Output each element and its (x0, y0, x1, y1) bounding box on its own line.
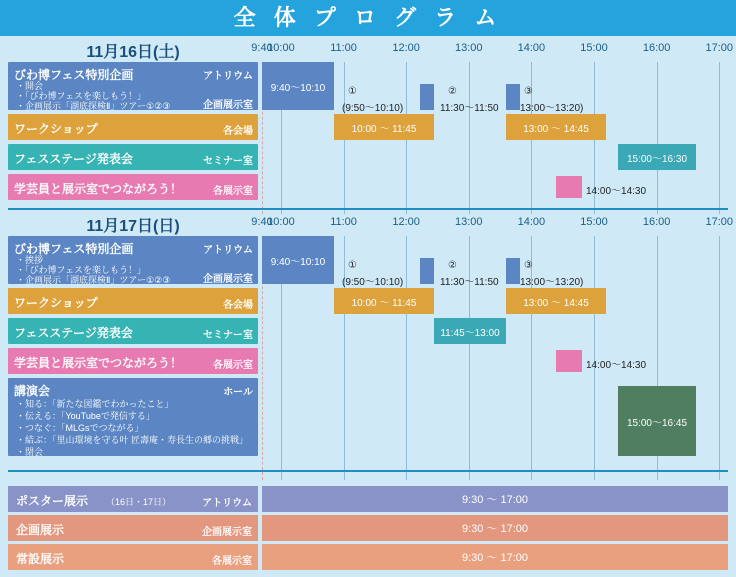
day1-bar-special-opening (262, 62, 334, 110)
day1-row-special-sub-1: ・「びわ博フェスを楽しもう！」 (16, 91, 147, 101)
day2-row-stage-place: セミナー室 (203, 330, 253, 341)
day1-mark-1-time: (9:50～10:10) (342, 103, 404, 114)
day2-row-special-sub-2: ・企画展示「湖底探検Ⅱ」ツアー①②③ (16, 275, 171, 285)
gridline-17-00 (719, 62, 720, 214)
time-tick-15-00: 15:00 (580, 42, 608, 54)
day2-mark-3-num: ③ (524, 260, 533, 271)
page-header (0, 0, 736, 36)
day1-mark-3-num: ③ (524, 86, 533, 97)
day1-row-special-sub-2: ・企画展示「湖底探検Ⅱ」ツアー①②③ (16, 101, 171, 111)
day1-bar-stage-text: 15:00～16:30 (626, 153, 688, 165)
day2-bar-tour-3 (506, 258, 520, 284)
time-tick-12-00: 12:00 (392, 216, 420, 228)
day1-time-axis (251, 42, 734, 62)
day2-row-special-place-top: アトリウム (203, 245, 253, 256)
day1-bar-stage (618, 144, 696, 170)
exhibit-poster-label (8, 486, 258, 512)
time-tick-10-00: 10:00 (267, 42, 295, 54)
gridline-13-00 (469, 62, 470, 214)
day2-row-workshop-place: 各会場 (223, 300, 253, 311)
day1-row-stage-place: セミナー室 (203, 156, 253, 167)
exhibit-row-joseki (8, 544, 728, 570)
day2-row-lecture-sub-1: ・伝える：「YouTubeで発信する」 (16, 411, 155, 421)
day1-bar-tour-2 (420, 84, 434, 110)
day1-row-special-place-bottom: 企画展示室 (203, 100, 253, 111)
day1-bar-tour-3 (506, 84, 520, 110)
day1-bar-workshop-am-text: 10:00 ～ 11:45 (351, 123, 417, 135)
day2-bottom-rule (8, 470, 728, 472)
day2-row-lecture-sub-0: ・知る：「新たな図鑑でわかったこと」 (16, 399, 174, 409)
day2-bar-lecture (618, 386, 696, 456)
day2-row-curator-title: 学芸員と展示室でつながろう！ (14, 356, 183, 370)
exhibit-row-kikaku (8, 515, 728, 541)
day2-bar-workshop-am-text: 10:00 ～ 11:45 (351, 297, 417, 309)
day2-bar-stage (434, 318, 506, 344)
exhibits-section (8, 486, 728, 570)
day2-curator-time: 14:00～14:30 (586, 360, 647, 371)
day2-bar-tour-2 (420, 258, 434, 284)
day1-mark-2-time: 11:30～11:50 (440, 103, 499, 114)
day2-row-lecture-sub-4: ・閉会 (16, 447, 44, 457)
day1-row-stage-label (8, 144, 258, 170)
day2-row-curator-place: 各展示室 (213, 360, 253, 371)
exhibit-joseki-place: 各展示室 (212, 556, 252, 567)
day2-mark-2-time: 11:30～11:50 (440, 277, 499, 288)
day1-row-stage-title: フェスステージ発表会 (14, 152, 133, 166)
day1-bar-workshop-pm (506, 114, 606, 140)
day1-bar-workshop-pm-text: 13:00 ～ 14:45 (523, 123, 589, 135)
day2-row-special-place-bottom: 企画展示室 (203, 274, 253, 285)
exhibit-poster-title: ポスター展示 (16, 494, 89, 508)
time-tick-15-00: 15:00 (580, 216, 608, 228)
day2-row-lecture-sub-3: ・結ぶ：「里山環境を守る叶 匠壽庵・寿長生の郷の挑戦」 (16, 435, 249, 445)
day2-bar-curator (556, 350, 582, 372)
day2-mark-1-time: (9:50～10:10) (342, 277, 404, 288)
day2-row-special-label (8, 236, 258, 284)
exhibit-kikaku-label (8, 515, 258, 541)
exhibit-joseki-label (8, 544, 258, 570)
day2-row-workshop-title: ワークショップ (14, 296, 98, 310)
exhibit-kikaku-title: 企画展示 (16, 523, 65, 537)
day1-bottom-rule (8, 208, 728, 210)
day1-curator-time: 14:00～14:30 (586, 186, 647, 197)
day1-row-curator-title: 学芸員と展示室でつながろう！ (14, 182, 183, 196)
time-tick-14-00: 14:00 (517, 42, 546, 54)
day2-mark-3-time: 13:00～13:20) (520, 277, 584, 288)
day2-time-axis (251, 216, 734, 236)
day1-row-special-sub-0: ・開会 (16, 81, 44, 91)
day1-mark-2-num: ② (448, 86, 457, 97)
day1-title: 11月16日(土) (86, 44, 180, 61)
day2-row-stage-label (8, 318, 258, 344)
day1-row-special-title: びわ博フェス特別企画 (14, 68, 134, 82)
day2-row-special-sub-0: ・挨拶 (16, 255, 44, 265)
day2-bar-stage-text: 11:45～13:00 (440, 327, 500, 339)
time-tick-11-00: 11:00 (330, 42, 357, 54)
day1-bar-curator (556, 176, 582, 198)
time-tick-16-00: 16:00 (642, 42, 671, 54)
day2-bar-workshop-pm-text: 13:00 ～ 14:45 (523, 297, 589, 309)
day1-mark-1-num: ① (348, 86, 357, 97)
day2-bar-special-opening (262, 236, 334, 284)
page-title: 全 体 プ ロ グ ラ ム (233, 5, 503, 30)
day1-row-special-label (8, 62, 258, 110)
day2-row-curator-label (8, 348, 258, 374)
day1-row-special-place-top: アトリウム (203, 71, 253, 82)
exhibit-kikaku-place: 企画展示室 (202, 527, 252, 538)
exhibit-poster-dates: （16日・17日） (106, 497, 172, 507)
exhibit-joseki-time: 9:30 ～ 17:00 (262, 544, 728, 570)
day2-section (8, 216, 734, 478)
day1-row-curator-label (8, 174, 258, 200)
time-tick-11-00: 11:00 (330, 216, 357, 228)
day2-mark-2-num: ② (448, 260, 457, 271)
day2-row-special-sub-1: ・「びわ博フェスを楽しもう！」 (16, 265, 147, 275)
day2-bar-workshop-am (334, 288, 434, 314)
exhibit-row-poster (8, 486, 728, 512)
time-tick-17-00: 17:00 (705, 42, 734, 54)
day2-row-lecture-label (8, 378, 258, 456)
time-tick-9-40: 9:40 (251, 216, 273, 228)
day1-row-curator-place: 各展示室 (213, 186, 253, 197)
day1-bar-workshop-am (334, 114, 434, 140)
day2-row-workshop-label (8, 288, 258, 314)
day1-mark-3-time: 13:00～13:20) (520, 103, 584, 114)
day2-bar-special-opening-text: 9:40～10:10 (270, 256, 326, 268)
day2-title: 11月17日(日) (86, 218, 180, 235)
day1-row-workshop-place: 各会場 (223, 126, 253, 137)
time-tick-12-00: 12:00 (392, 42, 420, 54)
day1-row-workshop-title: ワークショップ (14, 122, 98, 136)
exhibit-poster-place: アトリウム (202, 498, 252, 509)
time-tick-9-40: 9:40 (251, 42, 273, 54)
time-tick-14-00: 14:00 (517, 216, 546, 228)
day2-row-lecture-title: 講演会 (14, 384, 51, 398)
day1-section (8, 42, 734, 214)
day2-bar-workshop-pm (506, 288, 606, 314)
day2-mark-1-num: ① (348, 260, 357, 271)
exhibit-joseki-title: 常設展示 (16, 552, 65, 566)
day2-row-lecture-sub-2: ・つなぐ：「MLGsでつながる」 (16, 423, 144, 433)
gridline-12-00 (406, 236, 407, 480)
exhibit-kikaku-time: 9:30 ～ 17:00 (262, 515, 728, 541)
day2-row-special-title: びわ博フェス特別企画 (14, 242, 134, 256)
day1-bar-special-opening-text: 9:40～10:10 (270, 82, 326, 94)
day1-row-workshop-label (8, 114, 258, 140)
time-tick-16-00: 16:00 (642, 216, 671, 228)
gridline-16-00 (657, 62, 658, 214)
gridline-17-00 (719, 236, 720, 480)
time-tick-17-00: 17:00 (705, 216, 734, 228)
time-tick-13-00: 13:00 (455, 216, 483, 228)
day2-bar-lecture-text: 15:00～16:45 (626, 417, 688, 429)
day2-row-stage-title: フェスステージ発表会 (14, 326, 133, 340)
time-tick-13-00: 13:00 (455, 42, 483, 54)
exhibit-poster-time: 9:30 ～ 17:00 (262, 486, 728, 512)
time-tick-10-00: 10:00 (267, 216, 295, 228)
day2-row-lecture-place: ホール (223, 387, 253, 398)
